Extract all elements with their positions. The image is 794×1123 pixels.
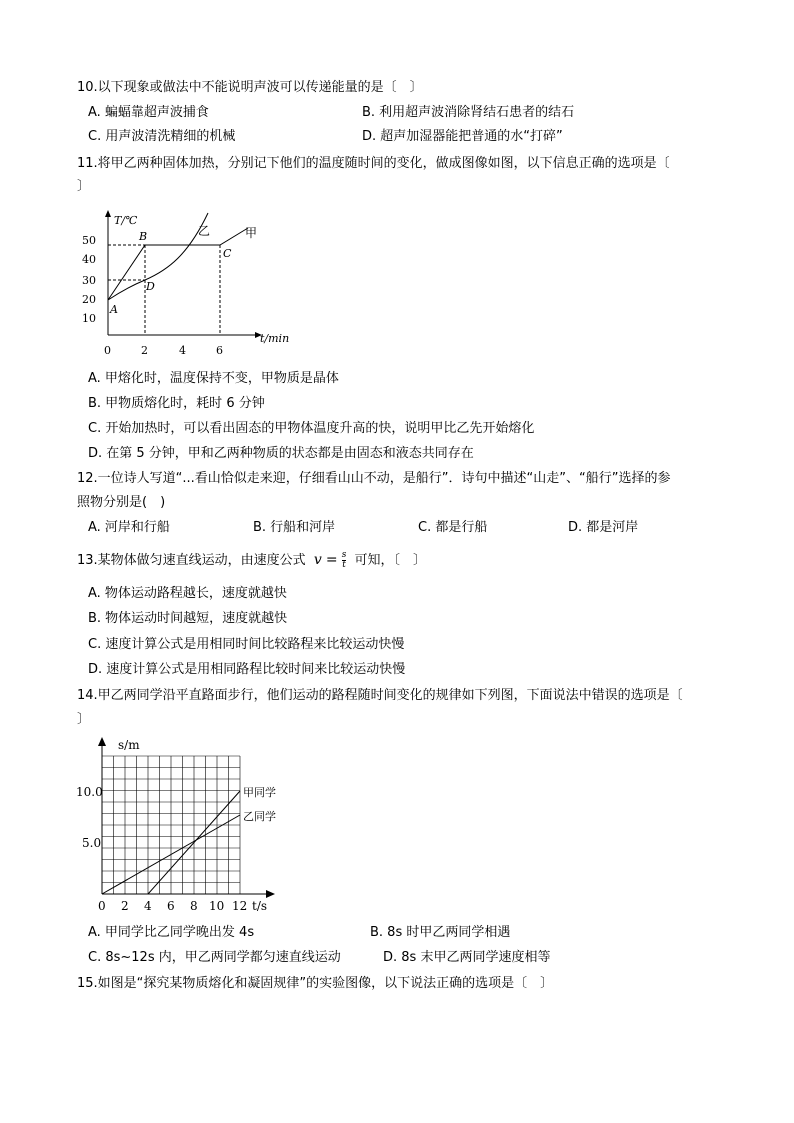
x-tick-0: 0 [104, 344, 111, 357]
formula-v: v [313, 552, 322, 568]
q13-option-d: D. 速度计算公式是用相同路程比较时间来比较运动快慢 [88, 662, 406, 677]
formula-denominator: t [342, 560, 346, 570]
velocity-formula [314, 549, 347, 572]
y-tick-10: 10 [82, 312, 96, 325]
y-tick-5: 5.0 [82, 836, 102, 850]
x-tick-2: 2 [141, 344, 148, 357]
q13-stem [77, 549, 727, 572]
q13-option-b: B. 物体运动时间越短，速度就越快 [88, 611, 288, 626]
q13-option-a: A. 物体运动路程越长，速度就越快 [88, 586, 287, 601]
y-tick-40: 40 [82, 253, 96, 266]
series-yi-label: 乙同学 [243, 810, 276, 823]
y-tick-50: 50 [82, 234, 96, 247]
x-tick-6: 6 [167, 899, 175, 913]
q15-stem: 15.如图是“探究某物质熔化和凝固规律”的实验图像，以下说法正确的选项是〔 〕 [77, 976, 554, 991]
q14-stem-line2: 〕 [77, 712, 91, 727]
q14-option-d: D. 8s 末甲乙两同学速度相等 [383, 950, 551, 965]
grid [102, 756, 240, 894]
point-c-label: C [223, 247, 232, 260]
x-axis-label: t/min [260, 332, 290, 345]
x-tick-6: 6 [216, 344, 223, 357]
x-axis-arrow [266, 890, 275, 898]
q11-option-a: A. 甲熔化时，温度保持不变，甲物质是晶体 [88, 371, 339, 386]
x-tick-8: 8 [190, 899, 198, 913]
q12-stem-line2: 照物分别是( ) [77, 495, 166, 510]
x-tick-4: 4 [144, 899, 152, 913]
q13-stem-post: 可知，〔 〕 [354, 553, 427, 568]
x-axis-label: t/s [252, 899, 268, 913]
point-b-label: B [139, 230, 148, 243]
x-tick-2: 2 [121, 899, 129, 913]
y-tick-20: 20 [82, 293, 96, 306]
q10-option-a: A. 蝙蝠靠超声波捕食 [88, 105, 209, 120]
q11-option-c: C. 开始加热时，可以看出固态的甲物体温度升高的快，说明甲比乙先开始熔化 [88, 421, 535, 436]
y-tick-10: 10.0 [76, 785, 103, 799]
q12-option-b: B. 行船和河岸 [253, 520, 336, 535]
series-yi-label: 乙 [198, 224, 211, 238]
point-d-label: D [146, 280, 155, 293]
series-jia-label: 甲 [245, 226, 258, 240]
q14-option-c: C. 8s~12s 内，甲乙两同学都匀速直线运动 [88, 950, 341, 965]
q13-option-c: C. 速度计算公式是用相同时间比较路程来比较运动快慢 [88, 637, 405, 652]
q14-stem-line1: 14.甲乙两同学沿平直路面步行，他们运动的路程随时间变化的规律如下列图，下面说法中错误的选项是〔 [77, 688, 683, 703]
q11-option-b: B. 甲物质熔化时，耗时 6 分钟 [88, 396, 265, 411]
q13-stem-pre: 13.某物体做匀速直线运动，由速度公式 [77, 553, 306, 568]
y-tick-30: 30 [82, 274, 96, 287]
q14-option-b: B. 8s 时甲乙两同学相遇 [370, 925, 511, 940]
q12-option-a: A. 河岸和行船 [88, 520, 170, 535]
q12-option-d: D. 都是河岸 [568, 520, 639, 535]
distance-time-chart [72, 733, 292, 918]
y-axis-label: s/m [118, 738, 140, 752]
y-axis-label: T/℃ [114, 214, 138, 227]
temperature-time-chart [78, 205, 308, 365]
q12-option-c: C. 都是行船 [418, 520, 488, 535]
q11-stem-line1: 11.将甲乙两种固体加热，分别记下他们的温度随时间的变化，做成图像如图，以下信息正确的选项是〔 [77, 156, 670, 171]
x-tick-0: 0 [98, 899, 106, 913]
q10-stem: 10.以下现象或做法中不能说明声波可以传递能量的是〔 〕 [77, 80, 423, 95]
q10-option-b: B. 利用超声波消除肾结石患者的结石 [362, 105, 575, 120]
point-a-label: A [110, 303, 118, 316]
x-tick-4: 4 [179, 344, 186, 357]
y-axis-arrow [105, 210, 111, 217]
series-jia-label: 甲同学 [243, 786, 276, 799]
formula-numerator: s [341, 550, 347, 560]
formula-eq: = [325, 552, 338, 568]
x-tick-10: 10 [209, 899, 225, 913]
q11-option-d: D. 在第 5 分钟，甲和乙两种物质的状态都是由固态和液态共同存在 [88, 446, 474, 461]
q10-option-d: D. 超声加湿器能把普通的水“打碎” [362, 129, 563, 144]
x-tick-12: 12 [232, 899, 248, 913]
series-jia-line [108, 228, 248, 300]
q12-stem-line1: 12.一位诗人写道“...看山恰似走来迎，仔细看山山不动，是船行”．诗句中描述“山走”、“船行”选择的参 [77, 471, 671, 486]
y-axis-arrow [98, 737, 106, 746]
q11-stem-line2: 〕 [77, 179, 91, 194]
q14-option-a: A. 甲同学比乙同学晚出发 4s [88, 925, 255, 940]
q10-option-c: C. 用声波清洗精细的机械 [88, 129, 236, 144]
